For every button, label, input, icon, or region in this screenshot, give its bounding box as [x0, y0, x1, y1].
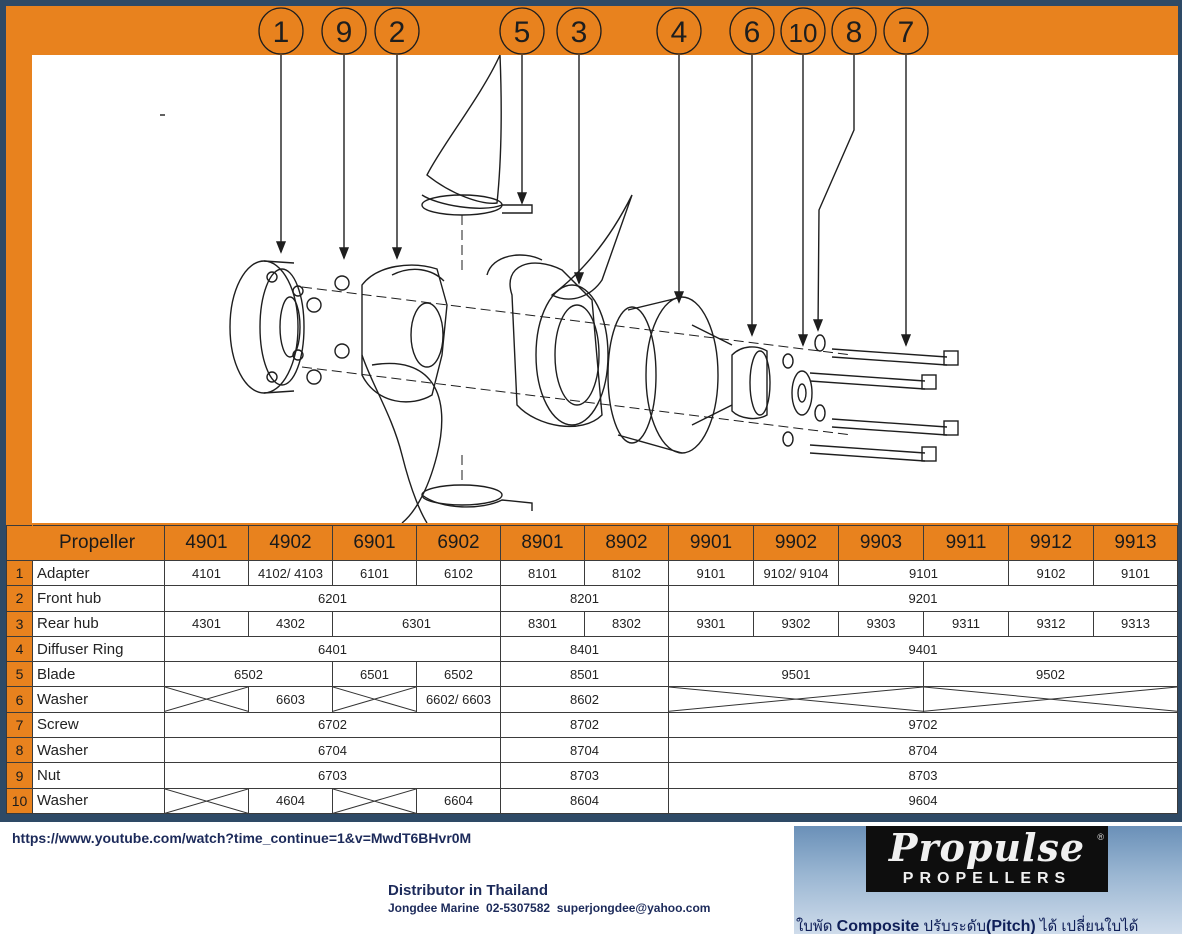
part-number-cell: 6301 — [333, 611, 501, 636]
tagline-part: ได้ เปลี่ยนใบได้ — [1035, 918, 1139, 934]
svg-text:3: 3 — [570, 16, 588, 49]
part-number-cell: 8704 — [669, 738, 1178, 763]
part-number-cell: 9501 — [669, 662, 924, 687]
not-applicable-cross-icon — [333, 687, 417, 712]
part-number-cell: 9301 — [669, 611, 754, 636]
svg-text:8: 8 — [845, 16, 863, 49]
table-row — [7, 662, 1178, 687]
part-number-cell: 9604 — [669, 788, 1178, 813]
row-index: 7 — [7, 712, 33, 737]
table-row — [7, 687, 1178, 712]
part-number-cell: 8102 — [585, 561, 669, 586]
part-number-cell: 6603 — [249, 687, 333, 712]
arrowhead-icon — [814, 320, 822, 330]
part-number-cell: 9702 — [669, 712, 1178, 737]
callout-8 — [832, 8, 876, 54]
row-index: 8 — [7, 738, 33, 763]
model-header: 8901 — [501, 526, 585, 561]
brand-subtitle: PROPELLERS — [902, 870, 1072, 887]
part-number-cell: 9101 — [669, 561, 754, 586]
part-number-cell: 6502 — [417, 662, 501, 687]
row-index: 4 — [7, 636, 33, 661]
table-row — [7, 788, 1178, 813]
brand-panel — [794, 826, 1182, 934]
header-propeller-label: Propeller — [33, 526, 165, 561]
part-name: Nut — [33, 763, 165, 788]
diffuser-ring-part-icon — [608, 297, 732, 453]
arrowhead-icon — [748, 325, 756, 335]
not-applicable-cross-icon — [165, 788, 249, 813]
model-header: 6901 — [333, 526, 417, 561]
part-number-cell: 6604 — [417, 788, 501, 813]
part-number-cell: 8501 — [501, 662, 669, 687]
tagline-part: ใบพัด — [796, 918, 837, 934]
part-number-cell: 9102/ 9104 — [754, 561, 839, 586]
part-number-cell: 8401 — [501, 636, 669, 661]
svg-text:5: 5 — [513, 16, 531, 49]
row-index: 2 — [7, 586, 33, 611]
svg-text:2: 2 — [388, 16, 406, 49]
part-number-cell: 8602 — [501, 687, 669, 712]
callout-2 — [375, 8, 419, 54]
part-number-cell: 4102/ 4103 — [249, 561, 333, 586]
part-number-cell: 9101 — [1094, 561, 1178, 586]
part-number-cell: 6401 — [165, 636, 501, 661]
small-washer-part-icon — [815, 335, 825, 421]
part-name: Rear hub — [33, 611, 165, 636]
arrowhead-icon — [277, 242, 285, 252]
svg-text:9: 9 — [335, 16, 353, 49]
part-number-cell: 6602/ 6603 — [417, 687, 501, 712]
model-header: 9903 — [839, 526, 924, 561]
part-number-cell: 6704 — [165, 738, 501, 763]
row-index: 3 — [7, 611, 33, 636]
part-number-cell: 8301 — [501, 611, 585, 636]
arrowhead-icon — [340, 248, 348, 258]
propulse-logo — [866, 826, 1108, 892]
model-header: 4901 — [165, 526, 249, 561]
table-row — [7, 586, 1178, 611]
tagline-part: ปรับระดับ — [919, 918, 986, 934]
part-number-cell: 4302 — [249, 611, 333, 636]
model-header: 9902 — [754, 526, 839, 561]
blade-part-icon — [422, 55, 632, 511]
part-name: Front hub — [33, 586, 165, 611]
arrowhead-icon — [799, 335, 807, 345]
arrowhead-icon — [902, 335, 910, 345]
part-number-cell: 8704 — [501, 738, 669, 763]
part-number-cell: 9303 — [839, 611, 924, 636]
svg-text:1: 1 — [272, 16, 290, 49]
part-number-cell: 9201 — [669, 586, 1178, 611]
brand-name: Propulse — [888, 826, 1086, 870]
part-name: Adapter — [33, 561, 165, 586]
row-index: 1 — [7, 561, 33, 586]
arrowhead-icon — [393, 248, 401, 258]
model-header: 4902 — [249, 526, 333, 561]
row-index: 5 — [7, 662, 33, 687]
table-row — [7, 738, 1178, 763]
part-name: Washer — [33, 738, 165, 763]
part-number-cell: 4604 — [249, 788, 333, 813]
brand-tagline — [796, 914, 1138, 934]
row-index: 9 — [7, 763, 33, 788]
part-number-cell: 9312 — [1009, 611, 1094, 636]
not-applicable-cross-icon — [924, 687, 1178, 712]
part-number-cell: 6101 — [333, 561, 417, 586]
svg-text:4: 4 — [670, 16, 688, 49]
model-header: 6902 — [417, 526, 501, 561]
part-name: Blade — [33, 662, 165, 687]
tagline-bold: (Pitch) — [985, 918, 1036, 934]
table-row — [7, 611, 1178, 636]
part-number-cell: 9313 — [1094, 611, 1178, 636]
model-header: 8902 — [585, 526, 669, 561]
part-number-cell: 4301 — [165, 611, 249, 636]
callout-4 — [657, 8, 701, 54]
callout-5 — [500, 8, 544, 54]
svg-text:7: 7 — [897, 16, 915, 49]
exploded-view-icon — [32, 55, 1178, 523]
distributor-contact: Jongdee Marine 02-5307582 superjongdee@yahoo.com — [388, 901, 711, 915]
not-applicable-cross-icon — [669, 687, 924, 712]
part-number-cell: 6501 — [333, 662, 417, 687]
callout-1 — [259, 8, 303, 54]
part-number-cell: 9102 — [1009, 561, 1094, 586]
brand-reg-mark: ® — [1097, 832, 1104, 842]
part-number-cell: 6201 — [165, 586, 501, 611]
rear-hub-part-icon — [487, 255, 608, 426]
table-row — [7, 636, 1178, 661]
arrowhead-icon — [575, 273, 583, 283]
part-number-cell: 6702 — [165, 712, 501, 737]
front-hub-part-icon — [362, 265, 447, 523]
part-number-cell: 8101 — [501, 561, 585, 586]
row-index: 6 — [7, 687, 33, 712]
part-number-cell: 6102 — [417, 561, 501, 586]
part-name: Screw — [33, 712, 165, 737]
part-number-cell: 8201 — [501, 586, 669, 611]
callout-9 — [322, 8, 366, 54]
part-number-cell: 6502 — [165, 662, 333, 687]
callout-10 — [781, 8, 825, 54]
leader-line — [818, 55, 854, 330]
callout-6 — [730, 8, 774, 54]
part-number-cell: 8703 — [669, 763, 1178, 788]
nut-part-icon — [307, 276, 349, 384]
callout-3 — [557, 8, 601, 54]
part-name: Diffuser Ring — [33, 636, 165, 661]
callout-bubbles — [0, 0, 1182, 60]
callout-7 — [884, 8, 928, 54]
part-number-cell: 4101 — [165, 561, 249, 586]
not-applicable-cross-icon — [165, 687, 249, 712]
part-number-cell: 8703 — [501, 763, 669, 788]
model-header: 9912 — [1009, 526, 1094, 561]
model-header: 9911 — [924, 526, 1009, 561]
not-applicable-cross-icon — [333, 788, 417, 813]
svg-text:6: 6 — [743, 16, 761, 49]
tagline-bold: Composite — [836, 918, 920, 934]
video-link[interactable]: https://www.youtube.com/watch?time_continue=1&v=MwdT6BHvr0M — [12, 830, 472, 846]
part-number-cell: 8604 — [501, 788, 669, 813]
part-number-cell: 9401 — [669, 636, 1178, 661]
exploded-propeller-drawing — [32, 55, 1178, 523]
part-number-cell: 9311 — [924, 611, 1009, 636]
table-row — [7, 763, 1178, 788]
distributor-title: Distributor in Thailand — [388, 882, 548, 899]
part-number-cell: 9502 — [924, 662, 1178, 687]
svg-text:10: 10 — [788, 18, 818, 48]
washer-part-icon — [783, 354, 812, 446]
table-row — [7, 712, 1178, 737]
arrowhead-icon — [518, 193, 526, 203]
part-number-cell: 9302 — [754, 611, 839, 636]
screw-part-icon — [810, 349, 958, 461]
adapter-part-icon — [230, 261, 304, 393]
model-header: 9901 — [669, 526, 754, 561]
header-corner — [7, 526, 33, 561]
part-number-cell: 6703 — [165, 763, 501, 788]
part-name: Washer — [33, 687, 165, 712]
row-index: 10 — [7, 788, 33, 813]
part-number-cell: 8302 — [585, 611, 669, 636]
table-header-row — [7, 526, 1178, 561]
cone-part-icon — [732, 347, 770, 419]
part-name: Washer — [33, 788, 165, 813]
part-number-cell: 8702 — [501, 712, 669, 737]
model-header: 9913 — [1094, 526, 1178, 561]
part-number-cell: 9101 — [839, 561, 1009, 586]
parts-table — [6, 525, 1178, 814]
table-row — [7, 561, 1178, 586]
